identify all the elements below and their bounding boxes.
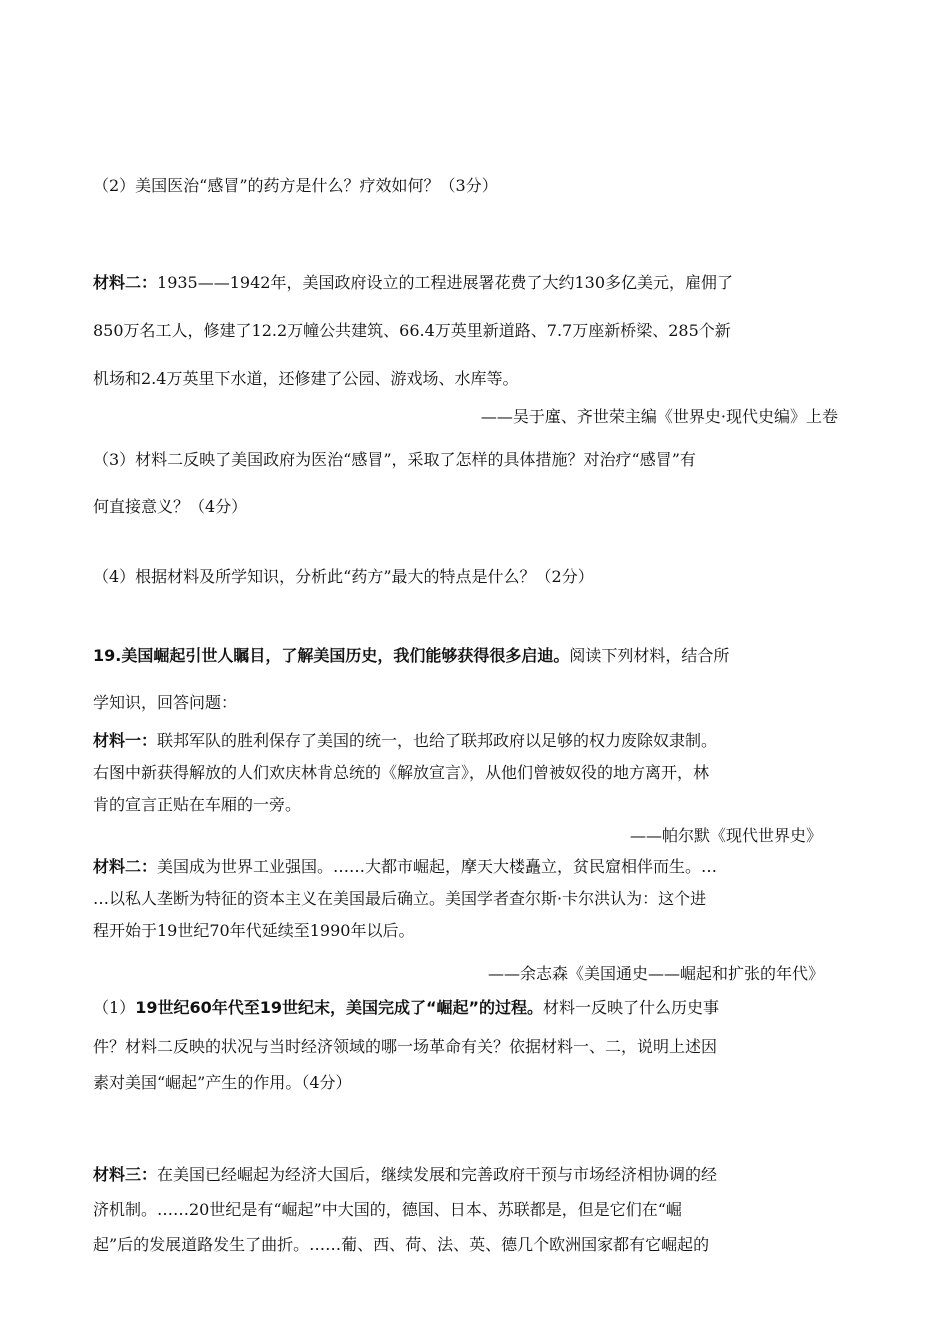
q19-title-line2: 学知识，回答问题： [93,693,238,712]
material-label: 材料一： [93,731,158,750]
q19-material3-line1 [93,1165,717,1185]
material-label: 材料二： [93,857,158,876]
material-label: 材料三： [93,1165,158,1184]
q18-sub3-line1: （3）材料二反映了美国政府为医治“感冒”，采取了怎样的具体措施？对治疗“感冒”有 [93,450,696,469]
text: 联邦军队的胜利保存了美国的统一，也给了联邦政府以足够的权力废除奴隶制。 [157,731,718,750]
q19-title-bold: 19.美国崛起引世人瞩目，了解美国历史，我们能够获得很多启迪。 [93,646,570,665]
q19-material2-source: ——余志森《美国通史——崛起和扩张的年代》 [487,964,824,983]
q18-sub4: （4）根据材料及所学知识，分析此“药方”最大的特点是什么？（2分） [93,567,594,586]
q19-material2-line2: …以私人垄断为特征的资本主义在美国最后确立。美国学者查尔斯·卡尔洪认为：这个进 [93,889,707,908]
text: 阅读下列材料，结合所 [569,646,730,665]
text: 美国成为世界工业强国。……大都市崛起，摩天大楼矗立，贫民窟相伴而生。… [157,857,718,876]
q19-material1-line3: 肯的宣言正贴在车厢的一旁。 [93,795,302,814]
q19-material2-line1 [93,857,717,877]
q19-material1-source: ——帕尔默《现代世界史》 [629,826,822,845]
text: 1935——1942年，美国政府设立的工程进展署花费了大约130多亿美元，雇佣了 [157,273,733,292]
q19-sub1-line2: 件？材料二反映的状况与当时经济领域的哪一场革命有关？依据材料一、二，说明上述因 [93,1037,718,1056]
q18-material2-source: ——吴于廑、齐世荣主编《世界史·现代史编》上卷 [480,407,838,426]
sub-number: （1） [93,998,136,1017]
text: 材料一反映了什么历史事 [543,998,720,1017]
q18-material2-line2: 850万名工人，修建了12.2万幢公共建筑、66.4万英里新道路、7.7万座新桥梁、285个新 [93,321,731,340]
q18-material2-line1 [93,273,733,293]
q18-sub2: （2）美国医治“感冒”的药方是什么？疗效如何？（3分） [93,176,498,195]
q19-material3-line3: 起”后的发展道路发生了曲折。……葡、西、荷、法、英、德几个欧洲国家都有它崛起的 [93,1235,710,1254]
text: 在美国已经崛起为经济大国后，继续发展和完善政府干预与市场经济相协调的经 [157,1165,718,1184]
q19-material1-line1 [93,731,717,751]
q19-title-line1 [93,646,729,666]
q19-sub1-line3: 素对美国“崛起”产生的作用。（4分） [93,1073,352,1092]
q19-material1-line2: 右图中新获得解放的人们欢庆林肯总统的《解放宣言》，从他们曾被奴役的地方离开，林 [93,763,710,782]
q19-material2-line3: 程开始于19世纪70年代延续至1990年以后。 [93,921,415,940]
q19-material3-line2: 济机制。……20世纪是有“崛起”中大国的，德国、日本、苏联都是，但是它们在“崛 [93,1200,682,1219]
material-label: 材料二： [93,273,158,292]
q19-sub1-bold: 19世纪60年代至19世纪末，美国完成了“崛起”的过程。 [135,998,544,1017]
q18-sub3-line2: 何直接意义？（4分） [93,497,248,516]
q19-sub1-line1 [93,998,719,1018]
q18-material2-line3: 机场和2.4万英里下水道，还修建了公园、游戏场、水库等。 [93,369,519,388]
